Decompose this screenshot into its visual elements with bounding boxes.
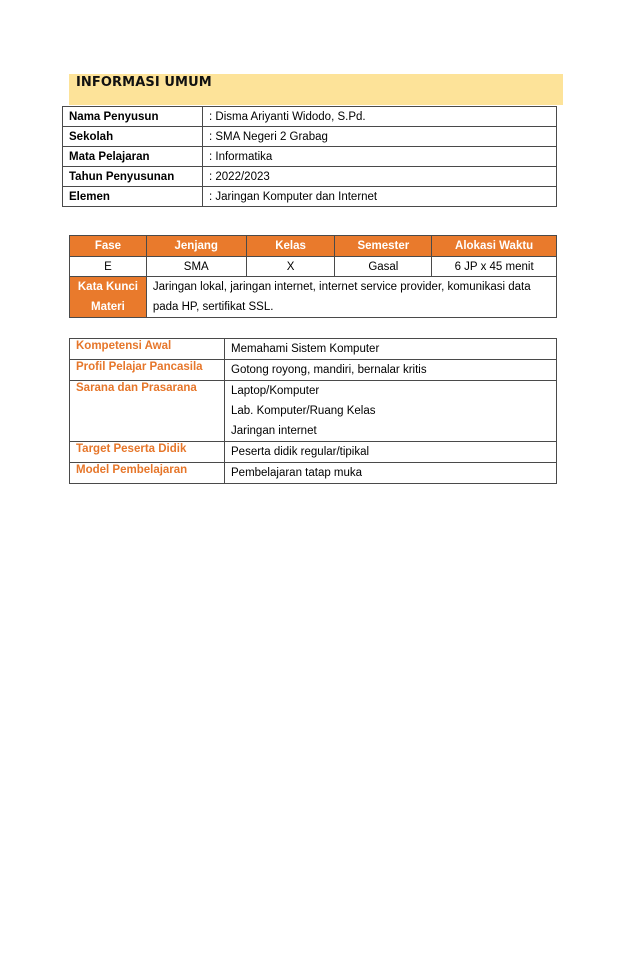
detail-label: Model Pembelajaran (70, 463, 225, 484)
column-header-fase: Fase (70, 236, 147, 257)
cell-fase: E (70, 257, 147, 277)
table-row (70, 339, 557, 360)
info-value: : Disma Ariyanti Widodo, S.Pd. (203, 107, 557, 127)
info-value: : Informatika (203, 147, 557, 167)
detail-label: Profil Pelajar Pancasila (70, 360, 225, 381)
detail-value: Memahami Sistem Komputer (225, 339, 557, 360)
detail-value-list (225, 381, 557, 442)
info-value: : 2022/2023 (203, 167, 557, 187)
table-row (70, 442, 557, 463)
detail-label: Target Peserta Didik (70, 442, 225, 463)
column-header-semester: Semester (335, 236, 432, 257)
info-value: : Jaringan Komputer dan Internet (203, 187, 557, 207)
keywords-value (146, 277, 556, 318)
detail-value: Peserta didik regular/tipikal (225, 442, 557, 463)
column-header-jenjang: Jenjang (146, 236, 246, 257)
table-row (63, 107, 557, 127)
table-row (63, 167, 557, 187)
table-header-row (70, 236, 557, 257)
detail-label: Kompetensi Awal (70, 339, 225, 360)
info-label: Tahun Penyusunan (63, 167, 203, 187)
cell-alokasi-waktu: 6 JP x 45 menit (432, 257, 557, 277)
detail-label: Sarana dan Prasarana (70, 381, 225, 442)
cell-jenjang: SMA (146, 257, 246, 277)
table-row (70, 257, 557, 277)
keywords-label (70, 277, 147, 318)
table-row (63, 187, 557, 207)
list-item: Lab. Komputer/Ruang Kelas (231, 405, 376, 417)
keywords-line: Jaringan lokal, jaringan internet, internet service provider, komunikasi data (152, 281, 531, 293)
cell-kelas: X (246, 257, 335, 277)
table-row (63, 147, 557, 167)
list-item: Jaringan internet (231, 425, 317, 437)
general-info-table (62, 106, 557, 207)
table-row (70, 381, 557, 442)
table-row (63, 127, 557, 147)
table-row (70, 463, 557, 484)
detail-value: Pembelajaran tatap muka (225, 463, 557, 484)
column-header-kelas: Kelas (246, 236, 335, 257)
details-table (69, 338, 557, 484)
info-label: Mata Pelajaran (63, 147, 203, 167)
table-row (70, 277, 557, 318)
section-title: INFORMASI UMUM (76, 75, 212, 90)
info-label: Elemen (63, 187, 203, 207)
keywords-line: pada HP, sertifikat SSL. (152, 301, 274, 313)
info-value: : SMA Negeri 2 Grabag (203, 127, 557, 147)
table-row (70, 360, 557, 381)
info-label: Nama Penyusun (63, 107, 203, 127)
column-header-alokasi-waktu: Alokasi Waktu (432, 236, 557, 257)
phase-table (69, 235, 557, 318)
section-header (69, 74, 563, 105)
detail-value: Gotong royong, mandiri, bernalar kritis (225, 360, 557, 381)
info-label: Sekolah (63, 127, 203, 147)
cell-semester: Gasal (335, 257, 432, 277)
keywords-label-line: Kata Kunci (77, 281, 138, 293)
list-item: Laptop/Komputer (231, 385, 320, 397)
keywords-label-line: Materi (90, 301, 125, 313)
